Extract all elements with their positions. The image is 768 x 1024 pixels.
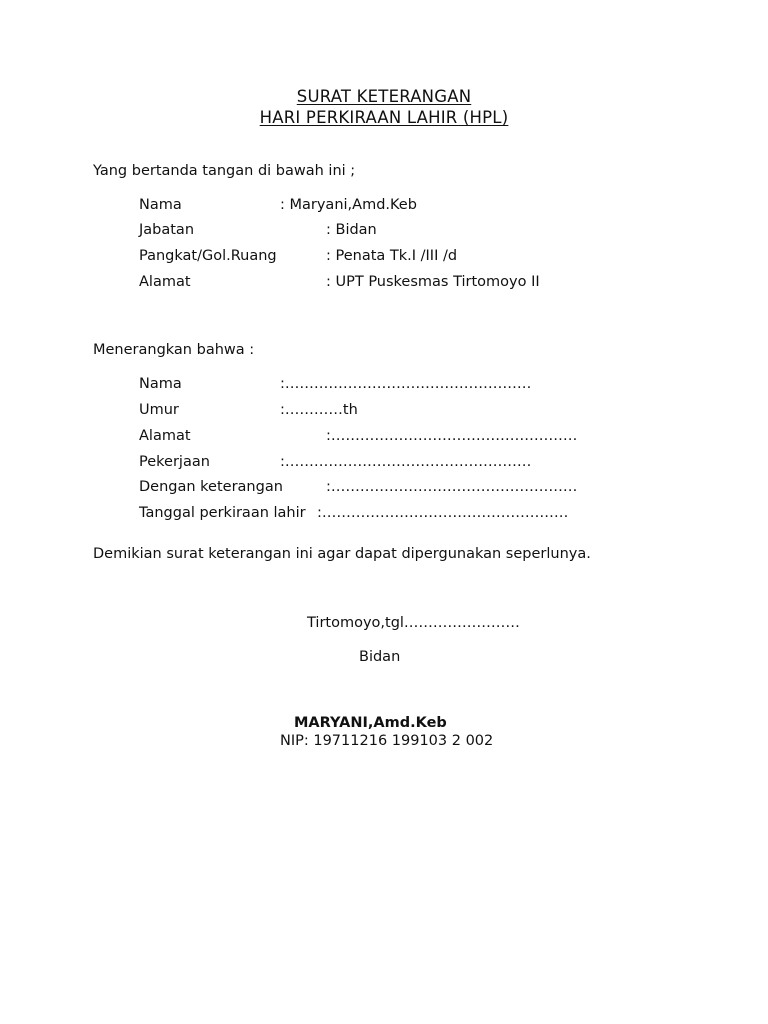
subject-occupation-label: Pekerjaan (139, 454, 210, 470)
signer-nip: NIP: 19711216 199103 2 002 (280, 733, 494, 749)
document-title: SURAT KETERANGAN (296, 87, 472, 106)
subject-remarks-value: :…………………………………………… (326, 479, 578, 495)
signer-rank-value: : Penata Tk.I /III /d (326, 248, 458, 264)
place-date: Tirtomoyo,tgl…………………… (307, 615, 520, 631)
subject-due-date-value: :…………………………………………… (317, 505, 569, 521)
subject-address-label: Alamat (139, 428, 191, 444)
subject-address-value: :…………………………………………… (326, 428, 578, 444)
closing-text: Demikian surat keterangan ini agar dapat dipergunakan seperlunya. (93, 546, 591, 562)
signer-address-value: : UPT Puskesmas Tirtomoyo II (326, 274, 540, 290)
signer-position-label: Jabatan (139, 222, 195, 238)
subject-due-date-label: Tanggal perkiraan lahir (139, 505, 306, 521)
subject-age-value: :…………th (280, 402, 358, 418)
signer-role: Bidan (359, 649, 401, 665)
subject-name-value: :…………………………………………… (280, 376, 532, 392)
signer-name-label: Nama (139, 197, 182, 213)
signer-rank-label: Pangkat/Gol.Ruang (139, 248, 277, 264)
subject-name-label: Nama (139, 376, 182, 392)
signer-printed-name: MARYANI,Amd.Keb (294, 715, 447, 731)
states-text: Menerangkan bahwa : (93, 342, 255, 358)
subject-remarks-label: Dengan keterangan (139, 479, 283, 495)
intro-text: Yang bertanda tangan di bawah ini ; (93, 163, 356, 179)
signer-position-value: : Bidan (326, 222, 377, 238)
subject-occupation-value: :…………………………………………… (280, 454, 532, 470)
signer-address-label: Alamat (139, 274, 191, 290)
subject-age-label: Umur (139, 402, 179, 418)
signer-name-value: : Maryani,Amd.Keb (280, 197, 417, 213)
document-subtitle: HARI PERKIRAAN LAHIR (HPL) (259, 108, 509, 127)
